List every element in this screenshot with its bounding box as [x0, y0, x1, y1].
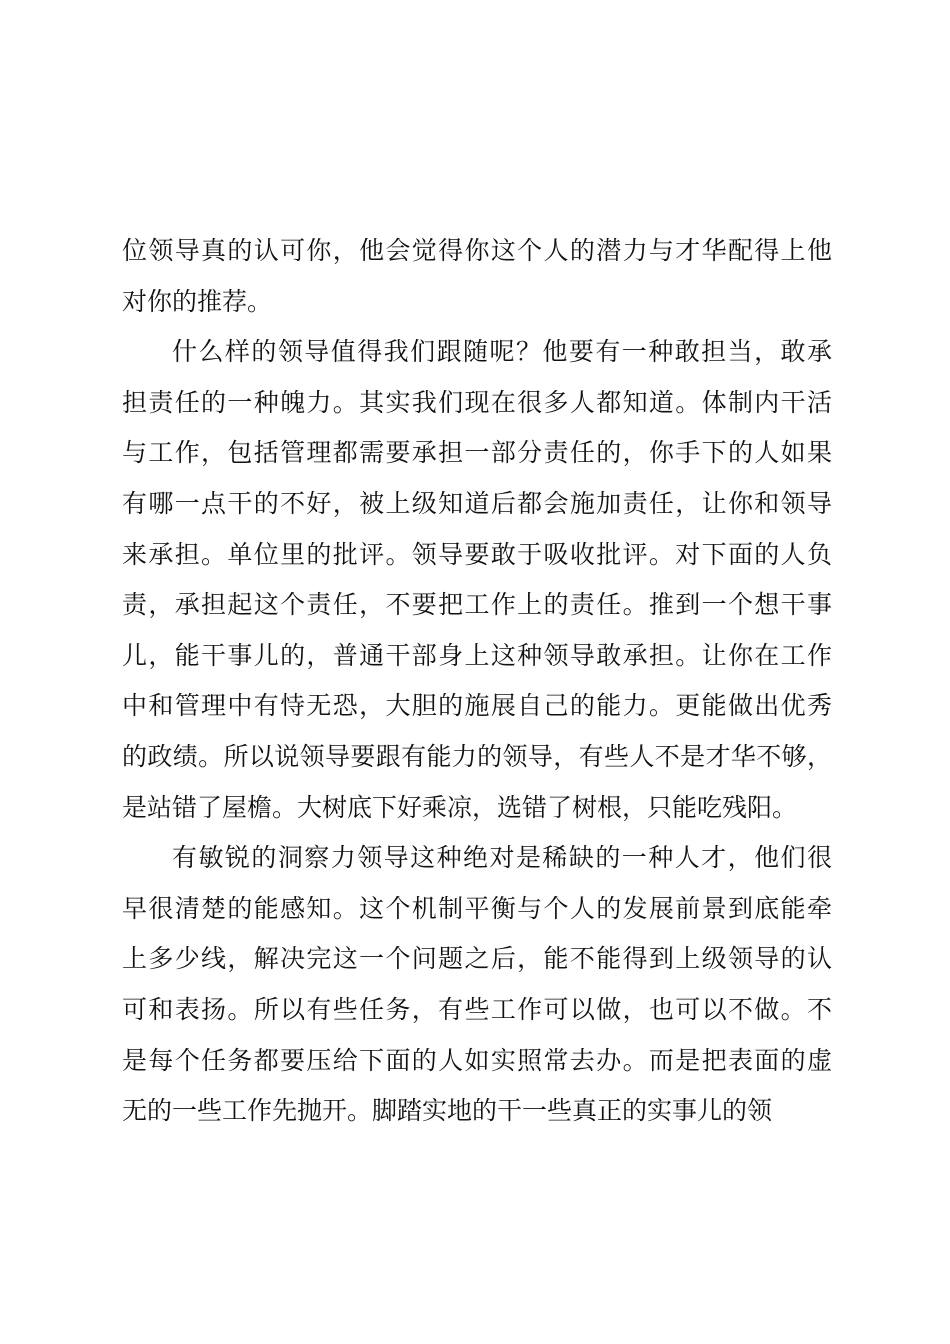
paragraph-3: [122, 833, 832, 1137]
text-line: 是每个任务都要压给下面的人如实照常去办。而是把表面的虚: [122, 1045, 832, 1075]
text-line: 可和表扬。所以有些任务，有些工作可以做，也可以不做。不: [122, 994, 832, 1024]
text-line: 早很清楚的能感知。这个机制平衡与个人的发展前景到底能牵: [122, 893, 832, 923]
text-line: 位领导真的认可你，他会觉得你这个人的潜力与才华配得上他: [122, 236, 832, 265]
text-line: 无的一些工作先抛开。脚踏实地的干一些真正的实事儿的领: [122, 1096, 773, 1126]
body-text: [122, 226, 832, 1137]
text-line: 什么样的领导值得我们跟随呢？他要有一种敢担当，敢承: [172, 337, 832, 367]
text-line: 有敏锐的洞察力领导这种绝对是稀缺的一种人才，他们很: [172, 843, 832, 873]
paragraph-1: [122, 226, 832, 327]
text-line: 有哪一点干的不好，被上级知道后都会施加责任，让你和领导: [122, 488, 832, 518]
text-line: 儿，能干事儿的，普通干部身上这种领导敢承担。让你在工作: [122, 640, 832, 670]
text-line: 的政绩。所以说领导要跟有能力的领导，有些人不是才华不够，: [122, 741, 832, 771]
text-line: 中和管理中有恃无恐，大胆的施展自己的能力。更能做出优秀: [122, 691, 832, 721]
text-line: 担责任的一种魄力。其实我们现在很多人都知道。体制内干活: [122, 387, 832, 417]
text-line: 对你的推荐。: [122, 286, 273, 316]
paragraph-2: [122, 327, 832, 833]
text-line: 上多少线，解决完这一个问题之后，能不能得到上级领导的认: [122, 944, 832, 974]
text-line: 来承担。单位里的批评。领导要敢于吸收批评。对下面的人负: [122, 539, 832, 569]
text-line: 与工作，包括管理都需要承担一部分责任的，你手下的人如果: [122, 438, 832, 468]
text-line: 责，承担起这个责任，不要把工作上的责任。推到一个想干事: [122, 590, 832, 620]
text-line: 是站错了屋檐。大树底下好乘凉，选错了树根，只能吃残阳。: [122, 792, 798, 822]
